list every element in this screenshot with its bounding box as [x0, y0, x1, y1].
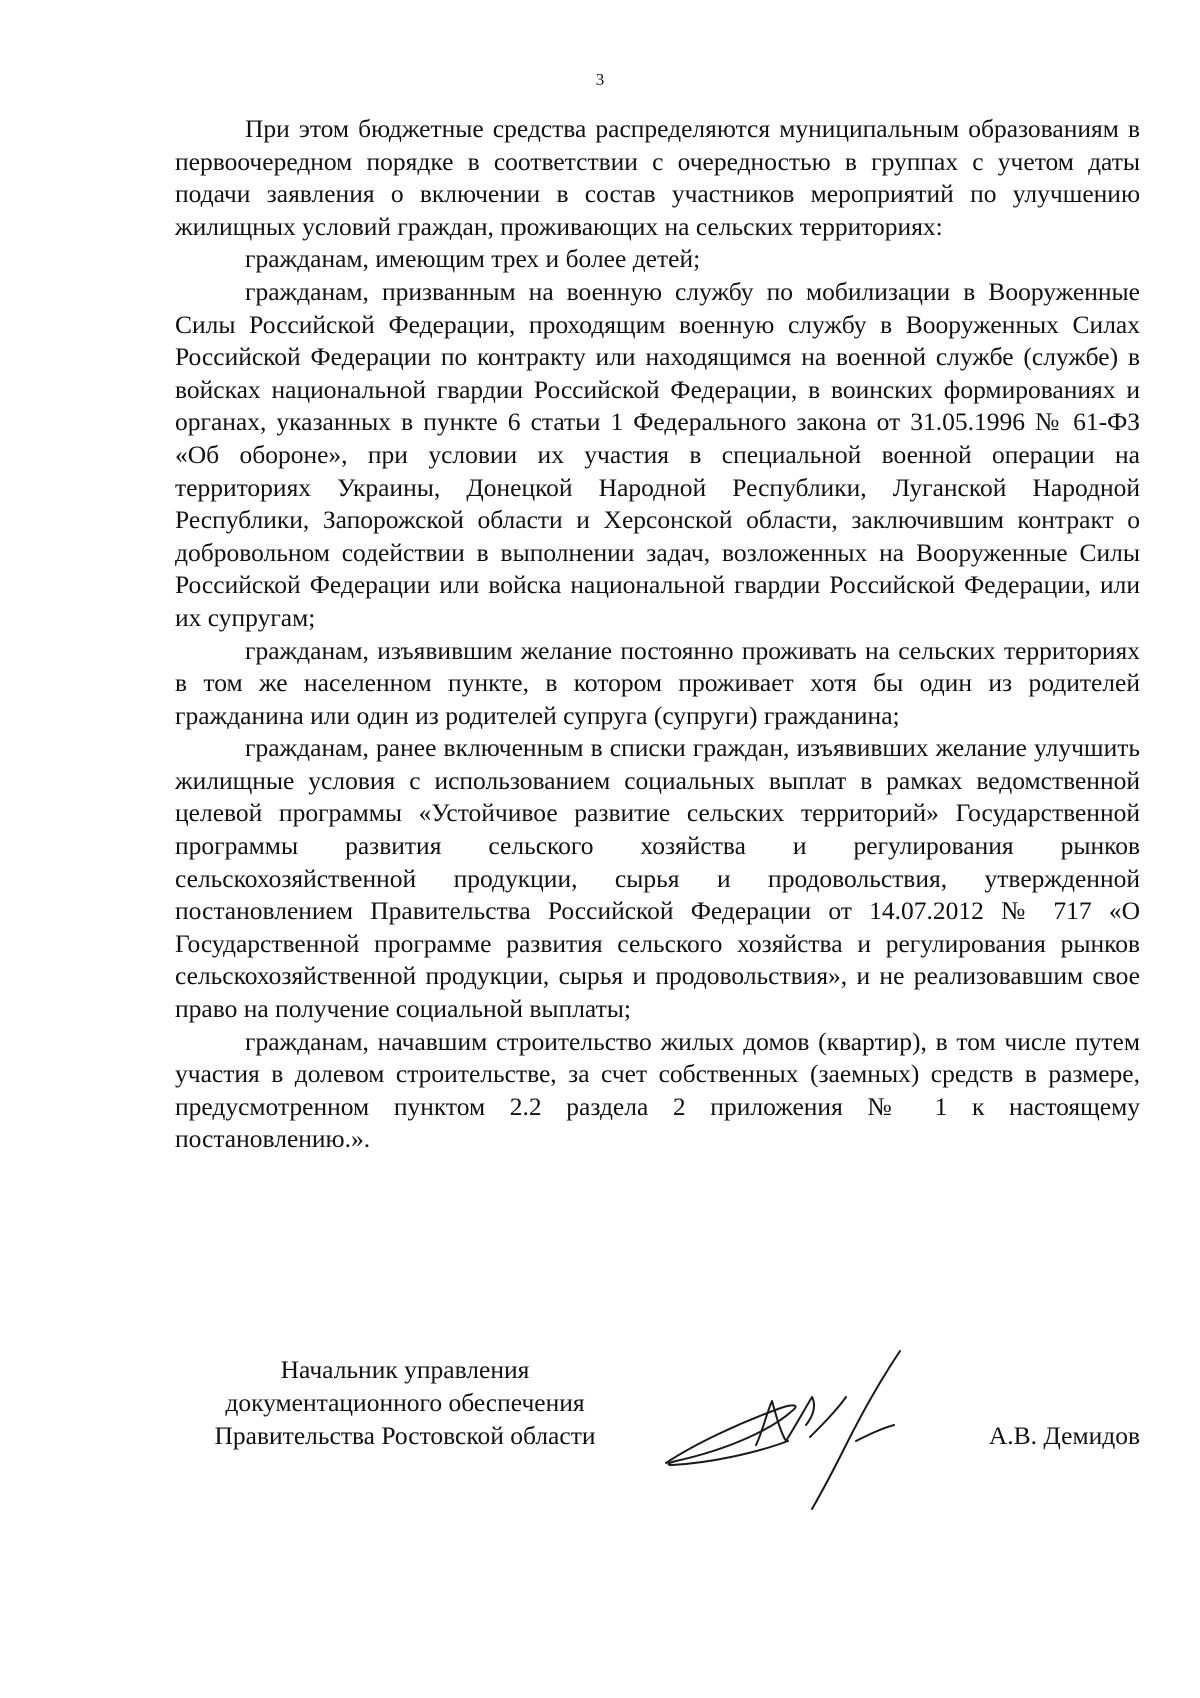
paragraph-intro: При этом бюджетные средства распределяются муниципальным образованиям в первоочередном порядке в соответствии с очередностью в группах с учетом даты подачи заявления о включении в состав участников мероприятий по улучшению жилищных условий граждан, проживающих на сельских территориях: — [175, 114, 1140, 241]
signatory-name: А.В. Демидов — [988, 1421, 1140, 1450]
signatory-position-line: Правительства Ростовской области — [214, 1421, 596, 1450]
paragraph-military: гражданам, призванным на военную службу по мобилизации в Вооруженные Силы Российской Федерации, проходящим военную службу в Вооруженных Силах Российской Федерации по контракту или находящимся на военной службе (службе) в войсках национальной гвардии Российской Федерации, в воинских формированиях и органах, указанных в пункте 6 статьи 1 Федерального закона от 31.05.1996 № 61-ФЗ «Об обороне», при условии их участия в специальной военной операции на территориях Украины, Донецкой Народной Республики, Луганской Народной Республики, Запорожской области и Херсонской области, заключившим контракт о добровольном содействии в выполнении задач, возложенных на Вооруженные Силы Российской Федерации или войска национальной гвардии Российской Федерации, или их супругам; — [175, 276, 1140, 632]
signature-stroke — [856, 1425, 894, 1441]
signatory-position-line: Начальник управления — [280, 1355, 530, 1384]
signature-stroke — [810, 1397, 846, 1437]
paragraph-large-families: гражданам, имеющим трех и более детей; — [245, 244, 701, 274]
signature-stroke — [756, 1397, 814, 1445]
handwritten-signature — [660, 1345, 920, 1510]
paragraph-construction-started: гражданам, начавшим строительство жилых домов (квартир), в том числе путем участия в долевом строительстве, за счет собственных (заемных) средств в размере, предусмотренном пунктом 2.2 раздела 2 приложения № 1 к настоящему постановлению.». — [175, 1026, 1140, 1154]
signature-block — [0, 1345, 1200, 1525]
paragraph-parents-residence: гражданам, изъявившим желание постоянно проживать на сельских территориях в том же населенном пункте, в котором проживает хотя бы один из родителей гражданина или один из родителей супруга (супруги) гражданина; — [175, 635, 1140, 730]
page-number: 3 — [595, 70, 605, 89]
signature-stroke — [812, 1351, 900, 1509]
signatory-position — [175, 1353, 635, 1452]
paragraph-previous-program: гражданам, ранее включенным в списки граждан, изъявивших желание улучшить жилищные условия с использованием социальных выплат в рамках ведомственной целевой программы «Устойчивое развитие сельских территорий» Государственной программы развития сельского хозяйства и регулирования рынков сельскохозяйственной продукции, сырья и продовольствия, утвержденной постановлением Правительства Российской Федерации от 14.07.2012 № 717 «О Государственной программе развития сельского хозяйства и регулирования рынков сельскохозяйственной продукции, сырья и продовольствия», и не реализовавшим свое право на получение социальной выплаты; — [175, 733, 1140, 1024]
document-body — [175, 113, 1140, 1156]
signatory-position-line: документационного обеспечения — [225, 1388, 585, 1417]
